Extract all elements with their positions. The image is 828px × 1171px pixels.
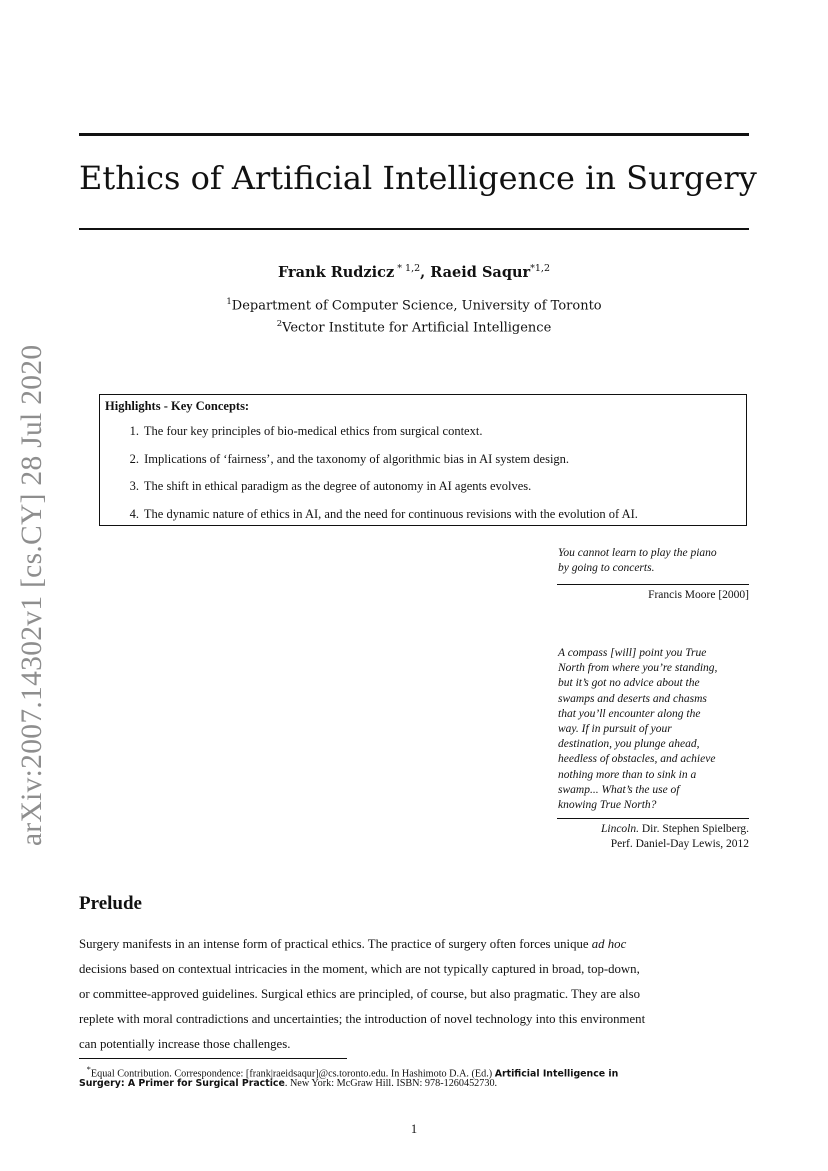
quote-line: North from where you’re standing, <box>558 662 718 675</box>
attribution-line: Francis Moore [2000] <box>648 589 749 601</box>
paragraph-line <box>79 935 749 953</box>
quote-line: nothing more than to sink in a <box>558 768 697 781</box>
epigraph-rule <box>557 584 749 585</box>
affiliations <box>79 293 749 338</box>
author-name: Raeid Saqur <box>430 263 531 281</box>
highlight-item <box>121 477 531 495</box>
footnote-line <box>79 1077 751 1090</box>
paragraph-emphasis: ad hoc <box>591 937 627 951</box>
footnote-rule <box>79 1058 347 1059</box>
author-affiliation-mark: *1,2 <box>530 263 550 274</box>
affiliation-text: Department of Computer Science, University of Toronto <box>231 298 602 314</box>
epigraph-rule <box>557 818 749 819</box>
epigraph-quote <box>558 646 753 813</box>
highlight-item <box>121 505 638 523</box>
attribution-text: Dir. Stephen Spielberg. <box>639 823 749 835</box>
attribution-line <box>540 822 749 837</box>
author-affiliation-mark: * 1,2 <box>394 263 421 274</box>
highlights-title: Highlights - Key Concepts: <box>105 399 250 413</box>
list-number: 1. <box>129 424 139 438</box>
quote-line: knowing True North? <box>558 799 657 812</box>
affiliation-mark: 2 <box>276 319 283 330</box>
quote-line: but it’s got no advice about the <box>558 677 700 690</box>
epigraph-quote <box>558 546 753 576</box>
highlight-text: The dynamic nature of ethics in AI, and the need for continuous revisions with the evolution of AI. <box>143 507 638 521</box>
title-bottom-rule <box>79 228 749 230</box>
paragraph-line: replete with moral contradictions and uncertainties; the introduction of novel technology into this environment <box>79 1012 646 1026</box>
attribution-work-title: Lincoln. <box>600 823 639 835</box>
paragraph-line: or committee-approved guidelines. Surgical ethics are principled, of course, but also pragmatic. They are also <box>79 987 640 1001</box>
highlight-text: Implications of ‘fairness’, and the taxonomy of algorithmic bias in AI system design. <box>144 452 570 466</box>
quote-line: that you’ll encounter along the <box>558 707 701 720</box>
paragraph-line: decisions based on contextual intricacies in the moment, which are not typically captured in broad, top-down, <box>79 962 640 976</box>
title-top-rule <box>79 133 749 136</box>
highlights-box <box>99 394 747 526</box>
paper-title: Ethics of Artificial Intelligence in Surgery <box>79 159 757 197</box>
quote-line: way. If in pursuit of your <box>558 723 672 736</box>
highlight-text: The four key principles of bio-medical ethics from surgical context. <box>143 424 483 438</box>
highlight-item <box>121 422 482 440</box>
author-separator: , <box>420 263 431 281</box>
paragraph-text: Surgery manifests in an intense form of practical ethics. The practice of surgery often forces unique <box>79 937 592 951</box>
quote-line: You cannot learn to play the piano <box>558 547 717 559</box>
footnote-text: . New York: McGraw Hill. ISBN: 978-1260452730. <box>284 1078 498 1089</box>
quote-line: swamp... What’s the use of <box>558 783 680 796</box>
epigraph-attribution <box>540 588 749 603</box>
author-name: Frank Rudzicz <box>277 263 395 281</box>
list-number: 4. <box>129 507 139 521</box>
attribution-line: Perf. Daniel-Day Lewis, 2012 <box>610 838 749 851</box>
affiliation-mark: 1 <box>226 297 232 307</box>
quote-line: heedless of obstacles, and achieve <box>558 753 716 766</box>
quote-line: destination, you plunge ahead, <box>558 738 700 751</box>
highlight-item <box>121 450 569 468</box>
highlight-text: The shift in ethical paradigm as the degree of autonomy in AI agents evolves. <box>143 479 532 493</box>
author-list <box>79 258 749 284</box>
affiliation-text: Vector Institute for Artificial Intelligence <box>282 320 552 336</box>
section-heading: Prelude <box>79 893 142 914</box>
quote-line: by going to concerts. <box>558 562 655 575</box>
paragraph-line: can potentially increase those challenges. <box>79 1037 291 1051</box>
quote-line: swamps and deserts and chasms <box>558 692 707 705</box>
book-title: Artificial Intelligence in <box>494 1068 619 1080</box>
list-number: 3. <box>129 479 139 493</box>
footnote-mark: * <box>86 1064 91 1074</box>
list-number: 2. <box>129 452 139 466</box>
affiliation-line <box>79 293 749 315</box>
affiliation-line <box>79 315 749 337</box>
quote-line: A compass [will] point you True <box>558 647 707 659</box>
page-number: 1 <box>410 1122 418 1136</box>
footnote-text: Equal Contribution. Correspondence: [frank|raeidsaqur]@cs.toronto.edu. In Hashimoto D.A. (Ed.) <box>90 1068 495 1080</box>
arxiv-identifier: arXiv:2007.14302v1 [cs.CY] 28 Jul 2020 <box>16 344 48 846</box>
book-title: Surgery: A Primer for Surgical Practice <box>79 1078 285 1089</box>
epigraph-attribution <box>540 822 749 852</box>
